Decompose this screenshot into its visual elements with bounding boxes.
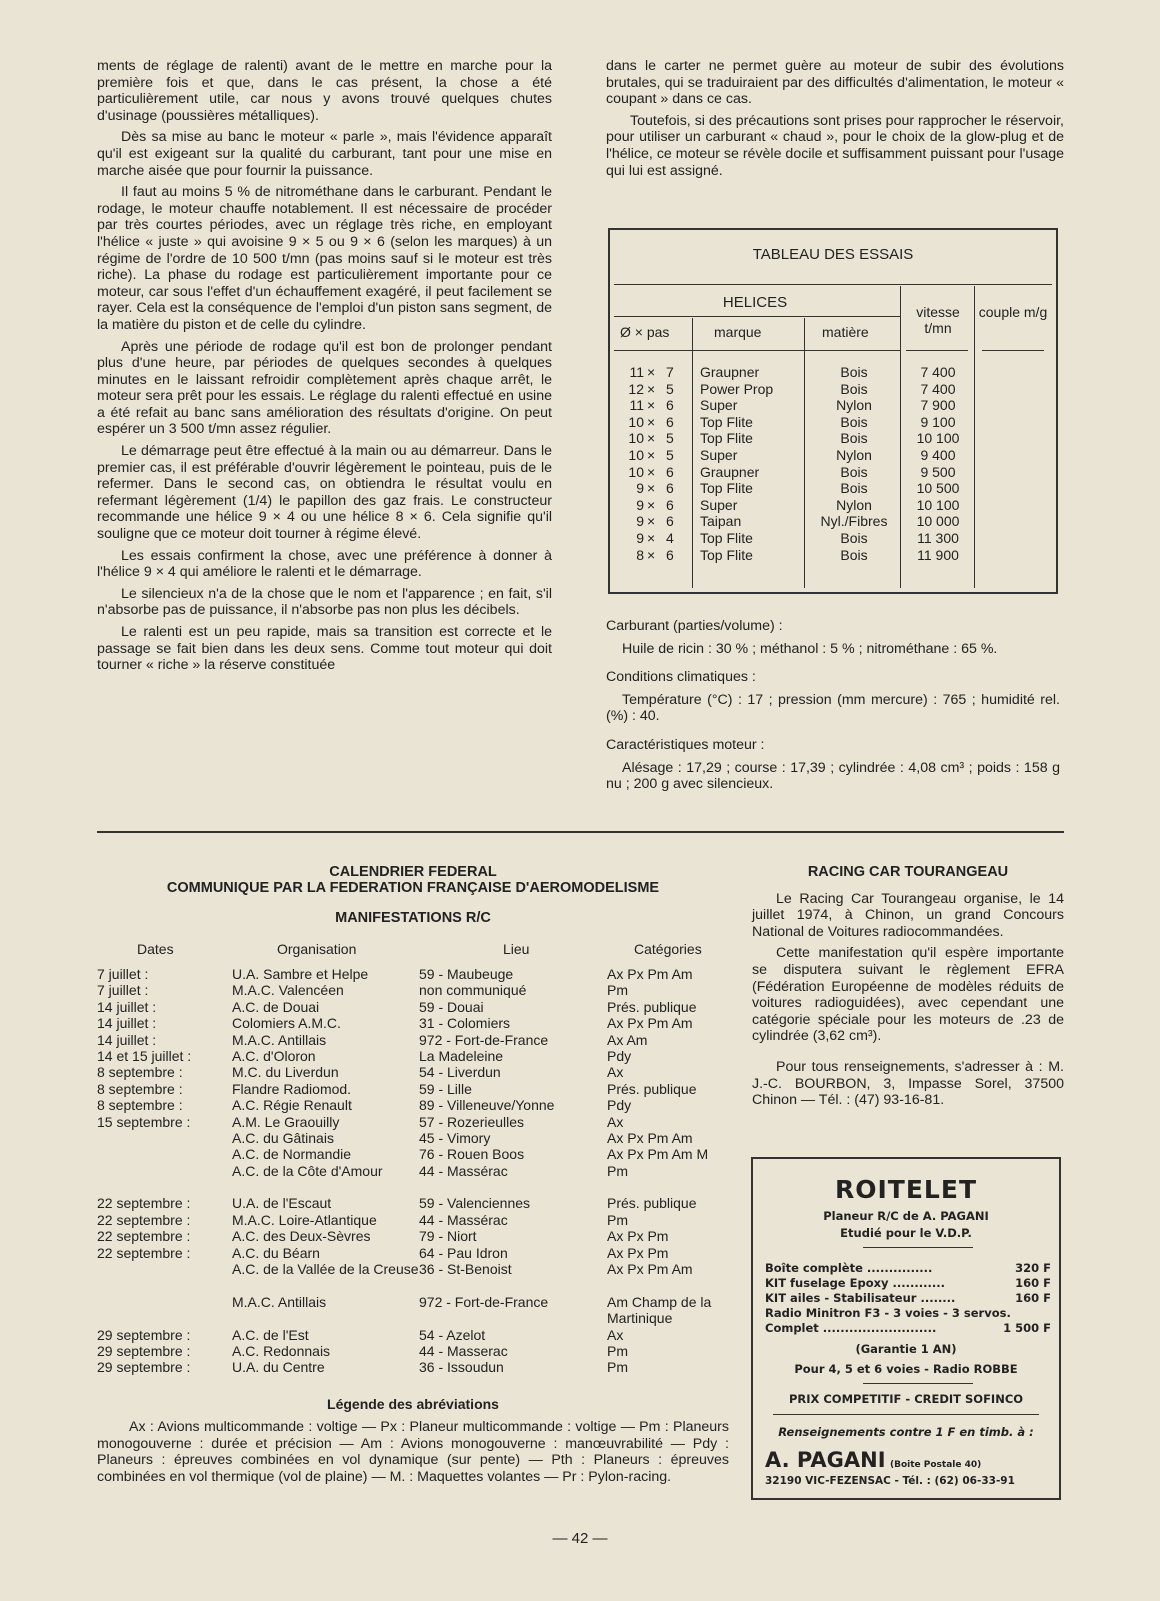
event-date: 29 septembre : bbox=[97, 1343, 191, 1360]
prop-pitch: 6 bbox=[666, 496, 674, 513]
speed-value: 10 000 bbox=[916, 513, 960, 530]
calendar-row bbox=[97, 1114, 737, 1130]
event-location: 31 - Colomiers bbox=[419, 1015, 511, 1032]
ad-offer: PRIX COMPETITIF - CREDIT SOFINCO bbox=[788, 1392, 1024, 1406]
event-organisation: U.A. du Centre bbox=[232, 1359, 325, 1376]
prop-diameter: 10 bbox=[628, 430, 644, 447]
test-table-box bbox=[608, 228, 1058, 594]
speed-value: 7 900 bbox=[920, 397, 956, 414]
ad-company bbox=[765, 1448, 981, 1472]
ad-item-label: KIT ailes - Stabilisateur ........ bbox=[765, 1291, 956, 1305]
event-location: 59 - Maubeuge bbox=[419, 966, 514, 982]
prop-brand: Super bbox=[700, 446, 738, 463]
ad-price-row bbox=[765, 1261, 1051, 1276]
times-sign: × bbox=[647, 463, 656, 480]
article-paragraph: Toutefois, si des précautions sont prises pour rapprocher le réservoir, pour utiliser un carburant « chaud », pour le choix de la glow-plug et de l'hélice, ce moteur se révèle docile et suffisamment puissant pour l'usage qui lui est assigné. bbox=[606, 112, 1064, 179]
carburant-label: Carburant (parties/volume) : bbox=[606, 618, 783, 634]
event-categories: Pdy bbox=[607, 1047, 632, 1064]
event-organisation: A.C. du Béarn bbox=[232, 1244, 320, 1261]
calendar-row bbox=[97, 999, 737, 1015]
calendar-section-title: MANIFESTATIONS R/C bbox=[335, 910, 491, 926]
event-location: 54 - Azelot bbox=[419, 1326, 486, 1343]
test-table-row bbox=[610, 547, 1050, 564]
prop-brand: Top Flite bbox=[700, 480, 753, 497]
speed-value: 7 400 bbox=[920, 364, 956, 380]
prop-material: Bois bbox=[840, 463, 868, 480]
test-table-row bbox=[610, 530, 1050, 547]
test-table-row bbox=[610, 513, 1050, 530]
event-location: 44 - Masserac bbox=[419, 1343, 508, 1360]
ad-item-price: 160 F bbox=[1015, 1291, 1051, 1305]
event-date: 22 septembre : bbox=[97, 1228, 191, 1245]
event-organisation: M.A.C. Valencéen bbox=[232, 982, 344, 999]
calendar-rows bbox=[97, 966, 737, 1376]
event-organisation: A.C. d'Oloron bbox=[232, 1047, 316, 1064]
event-categories: Pm bbox=[607, 982, 628, 999]
legend-text: Ax : Avions multicommande : voltige — Px : Planeur multicommande : voltige — Pm : Planeurs monogouverne : durée et précision — Am : Avions monogouverne : manœuvrabilité — Pdy : Planeurs : épreuves combinées en vol dynamique (sur pente) — Pth : Planeurs : épreuves combinées en vol thermique (vol de plaine) — M. : Maquettes volantes — Pr : Pylon-racing. bbox=[97, 1419, 729, 1485]
event-location: 972 - Fort-de-France bbox=[419, 1031, 549, 1048]
conditions-label: Conditions climatiques : bbox=[606, 669, 756, 686]
conditions-value: Température (°C) : 17 ; pression (mm mercure) : 765 ; humidité rel. (%) : 40. bbox=[606, 691, 1060, 725]
ad-item-label: KIT fuselage Epoxy ............ bbox=[765, 1276, 945, 1290]
article-paragraph: Dès sa mise au banc le moteur « parle », mais l'évidence apparaît qu'il est exigeant sur la qualité du carburant, tant pour une mise en marche aisée que pour fournir la puissance. bbox=[97, 129, 552, 179]
section-divider bbox=[97, 831, 1064, 833]
ad-price-row bbox=[765, 1306, 1051, 1321]
speed-value: 10 100 bbox=[916, 496, 960, 513]
prop-diameter: 10 bbox=[628, 463, 644, 480]
calendar-row bbox=[97, 1097, 737, 1113]
event-date: 14 juillet : bbox=[97, 1031, 157, 1048]
calendar-row bbox=[97, 1261, 737, 1294]
helices-header: HELICES bbox=[722, 294, 788, 311]
test-table-title: TABLEAU DES ESSAIS bbox=[752, 246, 914, 263]
event-location: 45 - Vimory bbox=[419, 1129, 491, 1146]
speed-value: 9 500 bbox=[920, 463, 956, 480]
ad-item-price: 320 F bbox=[1015, 1261, 1051, 1275]
event-location: 59 - Valenciennes bbox=[419, 1195, 531, 1212]
event-date: 22 septembre : bbox=[97, 1211, 191, 1228]
col-header-marque: marque bbox=[714, 324, 762, 340]
col-header-pas: Ø × pas bbox=[620, 324, 670, 340]
event-date: 14 et 15 juillet : bbox=[97, 1047, 192, 1064]
event-organisation: M.C. du Liverdun bbox=[232, 1064, 339, 1081]
event-location: 36 - St-Benoist bbox=[419, 1261, 512, 1278]
event-date: 22 septembre : bbox=[97, 1195, 191, 1212]
racing-paragraph: Pour tous renseignements, s'adresser à : M. J.-C. BOURBON, 3, Impasse Sorel, 37500 Chinon — Tél. : (47) 93-16-81. bbox=[752, 1058, 1064, 1109]
event-location: 89 - Villeneuve/Yonne bbox=[419, 1097, 555, 1114]
article-paragraph: ments de réglage de ralenti) avant de le mettre en marche pour la première fois et que, dans le cas présent, la chose a été particulièrement utile, car nous y avons trouvé quelques chutes d'usinage (poussières métalliques). bbox=[97, 58, 552, 124]
event-organisation: A.C. de Douai bbox=[232, 998, 320, 1015]
event-organisation: A.C. des Deux-Sèvres bbox=[232, 1228, 371, 1245]
speed-value: 7 400 bbox=[920, 380, 956, 397]
times-sign: × bbox=[647, 480, 656, 497]
page-number: — 42 — bbox=[552, 1530, 608, 1547]
racing-paragraph: Le Racing Car Tourangeau organise, le 14 juillet 1974, à Chinon, un grand Concours National de Voitures radiocommandées. bbox=[752, 890, 1064, 940]
prop-diameter: 10 bbox=[628, 413, 644, 430]
ad-company-name: A. PAGANI bbox=[765, 1448, 886, 1472]
prop-pitch: 6 bbox=[666, 463, 674, 480]
prop-pitch: 6 bbox=[666, 413, 674, 430]
event-location: 57 - Rozerieulles bbox=[419, 1113, 525, 1130]
event-organisation: Colomiers A.M.C. bbox=[232, 1015, 341, 1032]
event-location: 59 - Lille bbox=[419, 1080, 472, 1097]
event-categories: Ax Am bbox=[607, 1031, 648, 1048]
event-location: 44 - Massérac bbox=[419, 1162, 508, 1179]
times-sign: × bbox=[647, 496, 656, 513]
calendar-row bbox=[97, 1081, 737, 1097]
test-table-row bbox=[610, 381, 1050, 398]
event-location: 36 - Issoudun bbox=[419, 1359, 504, 1376]
racing-block bbox=[752, 864, 1064, 1114]
prop-material: Nylon bbox=[836, 496, 872, 513]
event-categories: Pdy bbox=[607, 1097, 632, 1114]
prop-pitch: 5 bbox=[666, 380, 674, 397]
event-organisation: M.A.C. Antillais bbox=[232, 1293, 327, 1310]
calendar-row bbox=[97, 966, 737, 982]
calendar-row bbox=[97, 1294, 737, 1327]
calendar-row bbox=[97, 1228, 737, 1244]
prop-diameter: 10 bbox=[628, 446, 644, 463]
prop-pitch: 6 bbox=[666, 546, 674, 563]
times-sign: × bbox=[647, 529, 656, 546]
test-table-row bbox=[610, 464, 1050, 481]
times-sign: × bbox=[647, 513, 656, 530]
prop-material: Nyl./Fibres bbox=[820, 513, 888, 530]
event-organisation: A.C. de Normandie bbox=[232, 1146, 352, 1163]
calendar-row bbox=[97, 1130, 737, 1146]
prop-material: Nylon bbox=[836, 397, 872, 414]
event-date: 15 septembre : bbox=[97, 1113, 191, 1130]
ad-price-row bbox=[765, 1276, 1051, 1291]
prop-pitch: 7 bbox=[666, 364, 674, 380]
prop-diameter: 9 bbox=[636, 513, 644, 530]
moteur-label: Caractéristiques moteur : bbox=[606, 736, 765, 753]
prop-brand: Taipan bbox=[700, 513, 742, 530]
calendar-row bbox=[97, 1245, 737, 1261]
article-paragraph: Les essais confirment la chose, avec une préférence à donner à l'hélice 9 × 4 qui améliore le ralenti et le démarrage. bbox=[97, 547, 552, 581]
col-header-vitesse: vitesse t/mn bbox=[916, 304, 960, 336]
prop-brand: Graupner bbox=[700, 463, 760, 480]
event-categories: Ax Px Pm Am bbox=[607, 1015, 693, 1032]
calendar-row bbox=[97, 1146, 737, 1162]
header-dates: Dates bbox=[137, 941, 174, 957]
event-location: 76 - Rouen Boos bbox=[419, 1146, 525, 1163]
event-categories: Ax bbox=[607, 1064, 624, 1081]
calendar-row bbox=[97, 1048, 737, 1064]
ad-info: Renseignements contre 1 F en timb. à : bbox=[778, 1425, 1034, 1439]
test-table-rows bbox=[610, 364, 1050, 563]
calendar-title: CALENDRIER FEDERAL bbox=[329, 864, 497, 880]
event-organisation: A.C. Régie Renault bbox=[232, 1097, 352, 1114]
speed-value: 9 400 bbox=[920, 446, 956, 463]
event-categories: Am Champ de la Martinique bbox=[607, 1293, 712, 1327]
event-categories: Ax Px Pm bbox=[607, 1244, 669, 1261]
prop-diameter: 11 bbox=[629, 397, 644, 414]
event-date: 29 septembre : bbox=[97, 1326, 191, 1343]
event-location: non communiqué bbox=[419, 982, 527, 999]
speed-value: 11 900 bbox=[917, 546, 959, 563]
event-categories: Pm bbox=[607, 1211, 628, 1228]
event-location: 972 - Fort-de-France bbox=[419, 1293, 549, 1310]
ad-item-label: Complet .......................... bbox=[765, 1321, 937, 1335]
test-table-row bbox=[610, 364, 1050, 381]
event-organisation: M.A.C. Antillais bbox=[232, 1031, 327, 1048]
event-location: 44 - Massérac bbox=[419, 1211, 508, 1228]
prop-pitch: 5 bbox=[666, 446, 674, 463]
test-table-row bbox=[610, 414, 1050, 431]
times-sign: × bbox=[647, 430, 656, 447]
prop-brand: Graupner bbox=[700, 364, 760, 380]
event-categories: Ax Px Pm Am bbox=[607, 966, 693, 982]
ad-price-list bbox=[765, 1261, 1051, 1336]
calendar-row bbox=[97, 1032, 737, 1048]
event-categories: Prés. publique bbox=[607, 1080, 697, 1097]
racing-title: RACING CAR TOURANGEAU bbox=[807, 864, 1009, 880]
ad-address: 32190 VIC-FEZENSAC - Tél. : (62) 06-33-91 bbox=[765, 1475, 1015, 1487]
prop-material: Nylon bbox=[836, 446, 872, 463]
event-categories: Ax bbox=[607, 1113, 624, 1130]
calendar-headers bbox=[97, 941, 737, 958]
event-organisation: Flandre Radiomod. bbox=[232, 1080, 352, 1097]
test-table-row bbox=[610, 497, 1050, 514]
prop-diameter: 9 bbox=[636, 529, 644, 546]
event-organisation: M.A.C. Loire-Atlantique bbox=[232, 1211, 377, 1228]
article-paragraph: Le démarrage peut être effectué à la main ou au démarreur. Dans le premier cas, il est préférable d'ouvrir légèrement le pointeau, puis de le refermer. Dans le second cas, on obtiendra le résultat voulu en refermant légèrement (1/4) le papillon des gaz frais. Le constructeur recommande une hélice 9 × 4 ou une hélice 8 × 6. Cela signifie qu'il souligne que ce moteur doit tourner à régime élevé. bbox=[97, 443, 552, 543]
event-categories: Pm bbox=[607, 1359, 628, 1376]
ad-item-label: Radio Minitron F3 - 3 voies - 3 servos. bbox=[765, 1306, 1011, 1320]
prop-material: Bois bbox=[840, 413, 868, 430]
calendar-row bbox=[97, 982, 737, 998]
event-organisation: A.C. de la Côte d'Amour bbox=[232, 1162, 383, 1179]
prop-diameter: 11 bbox=[629, 364, 644, 380]
prop-diameter: 9 bbox=[636, 480, 644, 497]
event-date: 8 septembre : bbox=[97, 1064, 183, 1081]
prop-material: Bois bbox=[840, 529, 868, 546]
prop-brand: Power Prop bbox=[700, 380, 774, 397]
event-location: 54 - Liverdun bbox=[419, 1064, 501, 1081]
event-location: 64 - Pau Idron bbox=[419, 1244, 508, 1261]
legend-title: Légende des abréviations bbox=[327, 1396, 499, 1412]
event-categories: Pm bbox=[607, 1162, 628, 1179]
event-categories: Ax Px Pm Am M bbox=[607, 1146, 709, 1163]
prop-pitch: 5 bbox=[666, 430, 674, 447]
times-sign: × bbox=[647, 397, 656, 414]
prop-pitch: 6 bbox=[666, 513, 674, 530]
prop-material: Bois bbox=[840, 480, 868, 497]
event-location: 79 - Niort bbox=[419, 1228, 477, 1245]
prop-material: Bois bbox=[840, 546, 868, 563]
event-organisation: U.A. de l'Escaut bbox=[232, 1195, 332, 1212]
speed-value: 9 100 bbox=[920, 413, 956, 430]
event-organisation: A.C. Redonnais bbox=[232, 1343, 331, 1360]
calendar-row bbox=[97, 1359, 737, 1375]
ad-bp: (Boite Postale 40) bbox=[889, 1460, 982, 1470]
event-date: 8 septembre : bbox=[97, 1080, 183, 1097]
prop-material: Bois bbox=[840, 380, 868, 397]
col-header-matiere: matière bbox=[822, 324, 869, 340]
article-right-column bbox=[606, 58, 1064, 184]
event-organisation: A.C. de l'Est bbox=[232, 1326, 309, 1343]
prop-material: Bois bbox=[840, 430, 868, 447]
ad-subtitle-2: Etudié pour le V.D.P. bbox=[840, 1226, 972, 1240]
test-table-row bbox=[610, 397, 1050, 414]
event-categories: Ax Px Pm Am bbox=[607, 1261, 693, 1278]
calendar-row bbox=[97, 1343, 737, 1359]
specs-block bbox=[606, 618, 1060, 793]
times-sign: × bbox=[647, 364, 656, 380]
event-categories: Prés. publique bbox=[607, 1195, 697, 1212]
prop-material: Bois bbox=[840, 364, 868, 380]
ad-item-price: 160 F bbox=[1015, 1276, 1051, 1290]
speed-value: 10 500 bbox=[916, 480, 960, 497]
event-organisation: A.C. de la Vallée de la Creuse bbox=[232, 1261, 419, 1278]
times-sign: × bbox=[647, 446, 656, 463]
col-header-couple: couple m/g bbox=[978, 304, 1048, 320]
article-paragraph: Le silencieux n'a de la chose que le nom et l'apparence ; en fait, s'il n'absorbe pas de puissance, il n'absorbe pas non plus les décibels. bbox=[97, 585, 552, 619]
event-date: 8 septembre : bbox=[97, 1097, 183, 1114]
ad-item-label: Boîte complète ............... bbox=[765, 1261, 933, 1275]
ad-item-price: 1 500 F bbox=[1003, 1321, 1051, 1335]
moteur-value: Alésage : 17,29 ; course : 17,39 ; cylindrée : 4,08 cm³ ; poids : 158 g nu ; 200 g avec silencieux. bbox=[606, 759, 1060, 793]
prop-brand: Super bbox=[700, 397, 738, 414]
prop-brand: Super bbox=[700, 496, 738, 513]
event-organisation: A.C. du Gâtinais bbox=[232, 1129, 334, 1146]
test-table-row bbox=[610, 447, 1050, 464]
roitelet-ad bbox=[751, 1157, 1061, 1500]
ad-guarantee: (Garantie 1 AN) bbox=[855, 1342, 957, 1356]
prop-diameter: 8 bbox=[636, 546, 644, 563]
prop-brand: Top Flite bbox=[700, 430, 753, 447]
article-left-column bbox=[97, 58, 552, 679]
speed-value: 10 100 bbox=[916, 430, 960, 447]
article-paragraph: Il faut au moins 5 % de nitrométhane dans le carburant. Pendant le rodage, le moteur chauffe notablement. Il est nécessaire de procéder par très courtes périodes, avec un réglage très riche, en employant l'hélice « juste » qui avoisine 9 × 5 ou 9 × 6 (selon les marques) à un régime de l'ordre de 10 500 t/mn (pas moins sauf si le moteur est très riche). La phase du rodage est particulièrement importante pour ce moteur, car sous l'effet d'un échauffement exagéré, il peut facilement se rayer. Cela est la conséquence de l'emploi d'un piston sans segment, de la matière du piston et de celle du cylindre. bbox=[97, 184, 552, 333]
prop-brand: Top Flite bbox=[700, 413, 753, 430]
times-sign: × bbox=[647, 546, 656, 563]
calendar-row bbox=[97, 1212, 737, 1228]
event-date: 7 juillet : bbox=[97, 982, 149, 999]
event-organisation: A.M. Le Graouilly bbox=[232, 1113, 340, 1130]
event-location: 59 - Douai bbox=[419, 998, 484, 1015]
event-location: La Madeleine bbox=[419, 1047, 504, 1064]
ad-price-row bbox=[765, 1321, 1051, 1336]
times-sign: × bbox=[647, 380, 656, 397]
event-date: 22 septembre : bbox=[97, 1244, 191, 1261]
calendar-subtitle: COMMUNIQUE PAR LA FEDERATION FRANÇAISE D'AEROMODELISME bbox=[166, 880, 660, 896]
calendar-row bbox=[97, 1163, 737, 1196]
event-categories: Pm bbox=[607, 1343, 628, 1360]
calendar-row bbox=[97, 1327, 737, 1343]
prop-diameter: 9 bbox=[636, 496, 644, 513]
event-organisation: U.A. Sambre et Helpe bbox=[232, 966, 369, 982]
ad-radio-line: Pour 4, 5 et 6 voies - Radio ROBBE bbox=[794, 1362, 1018, 1376]
article-paragraph: dans le carter ne permet guère au moteur de subir des évolutions brutales, qui se traduiraient par des difficultés d'alimentation, le moteur « coupant » dans ce cas. bbox=[606, 58, 1064, 108]
carburant-value: Huile de ricin : 30 % ; méthanol : 5 % ; nitrométhane : 65 %. bbox=[622, 640, 998, 657]
article-paragraph: Le ralenti est un peu rapide, mais sa transition est correcte et le passage se fait bien dans les deux sens. Comme tout moteur qui doit tourner « riche » la réserve constituée bbox=[97, 624, 552, 674]
prop-brand: Top Flite bbox=[700, 546, 753, 563]
event-date: 7 juillet : bbox=[97, 966, 149, 982]
header-lieu: Lieu bbox=[503, 941, 530, 957]
test-table-row bbox=[610, 430, 1050, 447]
ad-subtitle: Planeur R/C de A. PAGANI bbox=[823, 1209, 989, 1223]
prop-pitch: 6 bbox=[666, 480, 674, 497]
event-categories: Prés. publique bbox=[607, 998, 697, 1015]
article-paragraph: Après une période de rodage qu'il est bon de prolonger pendant plus d'une heure, par périodes de quelques secondes à quelques minutes en le laissant refroidir complètement après chaque arrêt, le moteur sera prêt pour les essais. Le réglage du ralenti effectué en usine a été refait au banc sans amélioration des résultats d'origine. On peut espérer un 3 500 t/mn assez régulier. bbox=[97, 338, 552, 438]
header-categories: Catégories bbox=[634, 941, 702, 957]
ad-price-row bbox=[765, 1291, 1051, 1306]
racing-paragraph: Cette manifestation qu'il espère importante se disputera suivant le règlement EFRA (Fédération Européenne de modèles réduits de voitures radioguidées), avec cependant une catégorie spéciale pour les moteurs de .23 de cylindrée (3,62 cm³). bbox=[752, 945, 1064, 1045]
calendar-row bbox=[97, 1015, 737, 1031]
prop-pitch: 4 bbox=[666, 529, 674, 546]
event-categories: Ax bbox=[607, 1326, 624, 1343]
test-table-row bbox=[610, 480, 1050, 497]
event-categories: Ax Px Pm bbox=[607, 1228, 669, 1245]
ad-brand: ROITELET bbox=[835, 1175, 977, 1204]
header-organisation: Organisation bbox=[277, 941, 357, 957]
times-sign: × bbox=[647, 413, 656, 430]
prop-pitch: 6 bbox=[666, 397, 674, 414]
prop-brand: Top Flite bbox=[700, 529, 753, 546]
event-categories: Ax Px Pm Am bbox=[607, 1129, 693, 1146]
calendar-row bbox=[97, 1064, 737, 1080]
prop-diameter: 12 bbox=[628, 380, 644, 397]
speed-value: 11 300 bbox=[917, 529, 959, 546]
event-date: 14 juillet : bbox=[97, 998, 157, 1015]
event-date: 29 septembre : bbox=[97, 1359, 191, 1376]
event-date: 14 juillet : bbox=[97, 1015, 157, 1032]
calendar-row bbox=[97, 1195, 737, 1211]
